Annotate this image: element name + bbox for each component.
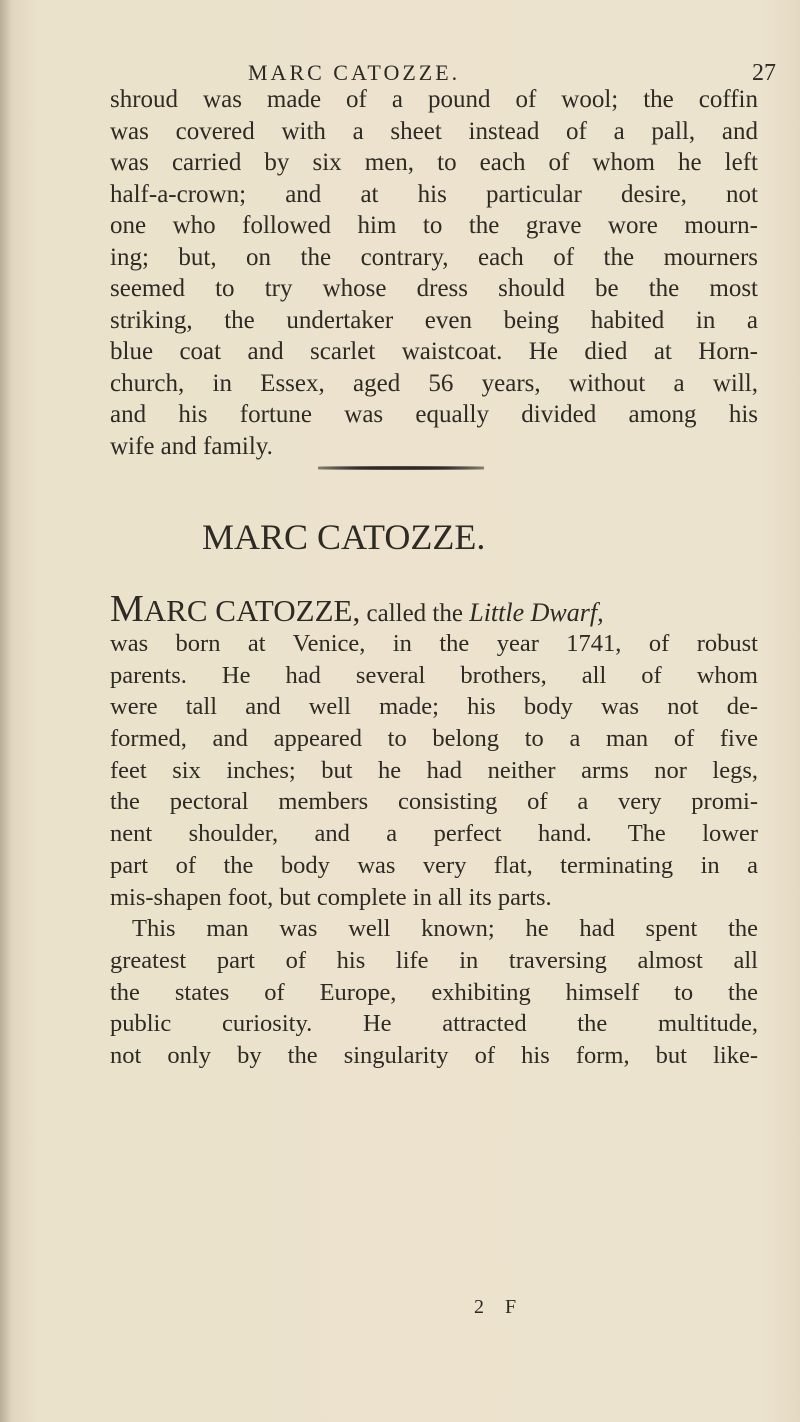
- text-line: one who followed him to the grave wore mourn-: [110, 212, 758, 239]
- text-line: not only by the singularity of his form, but like-: [110, 1041, 758, 1069]
- page-number: 27: [752, 60, 776, 86]
- text-line: mis-shapen foot, but complete in all its parts.: [110, 883, 552, 911]
- text-line: was covered with a sheet instead of a pall, and: [110, 117, 758, 145]
- signature-mark: 2 F: [474, 1296, 525, 1318]
- section-divider-rule: [318, 466, 484, 470]
- text-line: ing; but, on the contrary, each of the mourners: [110, 243, 758, 271]
- paragraph-continuation: [110, 84, 758, 462]
- text-line: public curiosity. He attracted the multitude,: [110, 1010, 758, 1038]
- text-line: was born at Venice, in the year 1741, of robust: [110, 630, 758, 657]
- text-line: and his fortune was equally divided among his: [110, 401, 758, 428]
- lead-text: called the: [360, 600, 470, 627]
- text-line: blue coat and scarlet waistcoat. He died at Horn-: [110, 338, 758, 365]
- biography-paragraph: [110, 590, 758, 1072]
- text-line: the states of Europe, exhibiting himself to the: [110, 978, 758, 1006]
- text-line: greatest part of his life in traversing almost all: [110, 946, 758, 974]
- text-line: was carried by six men, to each of whom he left: [110, 149, 758, 176]
- section-heading: MARC CATOZZE.: [202, 517, 486, 557]
- lead-small-caps: ARC CATOZZE,: [143, 593, 361, 628]
- lead-initial: M: [110, 588, 144, 630]
- lead-line: [110, 590, 758, 628]
- running-head: MARC CATOZZE.: [248, 60, 461, 85]
- lead-italic-name: Little Dwarf,: [469, 598, 604, 627]
- text-line: This man was well known; he had spent the: [132, 915, 758, 943]
- text-line: seemed to try whose dress should be the most: [110, 275, 758, 302]
- text-line: parents. He had several brothers, all of whom: [110, 661, 758, 689]
- text-line: church, in Essex, aged 56 years, without a will,: [110, 369, 758, 397]
- text-line: striking, the undertaker even being habited in a: [110, 306, 758, 334]
- text-line: part of the body was very flat, terminating in a: [110, 851, 758, 879]
- text-line: nent shoulder, and a perfect hand. The lower: [110, 820, 758, 848]
- text-line: formed, and appeared to belong to a man of five: [110, 725, 758, 753]
- text-line: shroud was made of a pound of wool; the coffin: [110, 86, 758, 113]
- text-line: feet six inches; but he had neither arms nor legs,: [110, 756, 758, 784]
- text-line: the pectoral members consisting of a very promi-: [110, 788, 758, 816]
- text-line: were tall and well made; his body was not de-: [110, 693, 758, 721]
- text-line: half-a-crown; and at his particular desire, not: [110, 180, 758, 208]
- page-gutter-shadow: [0, 0, 10, 1422]
- text-line: wife and family.: [110, 432, 273, 460]
